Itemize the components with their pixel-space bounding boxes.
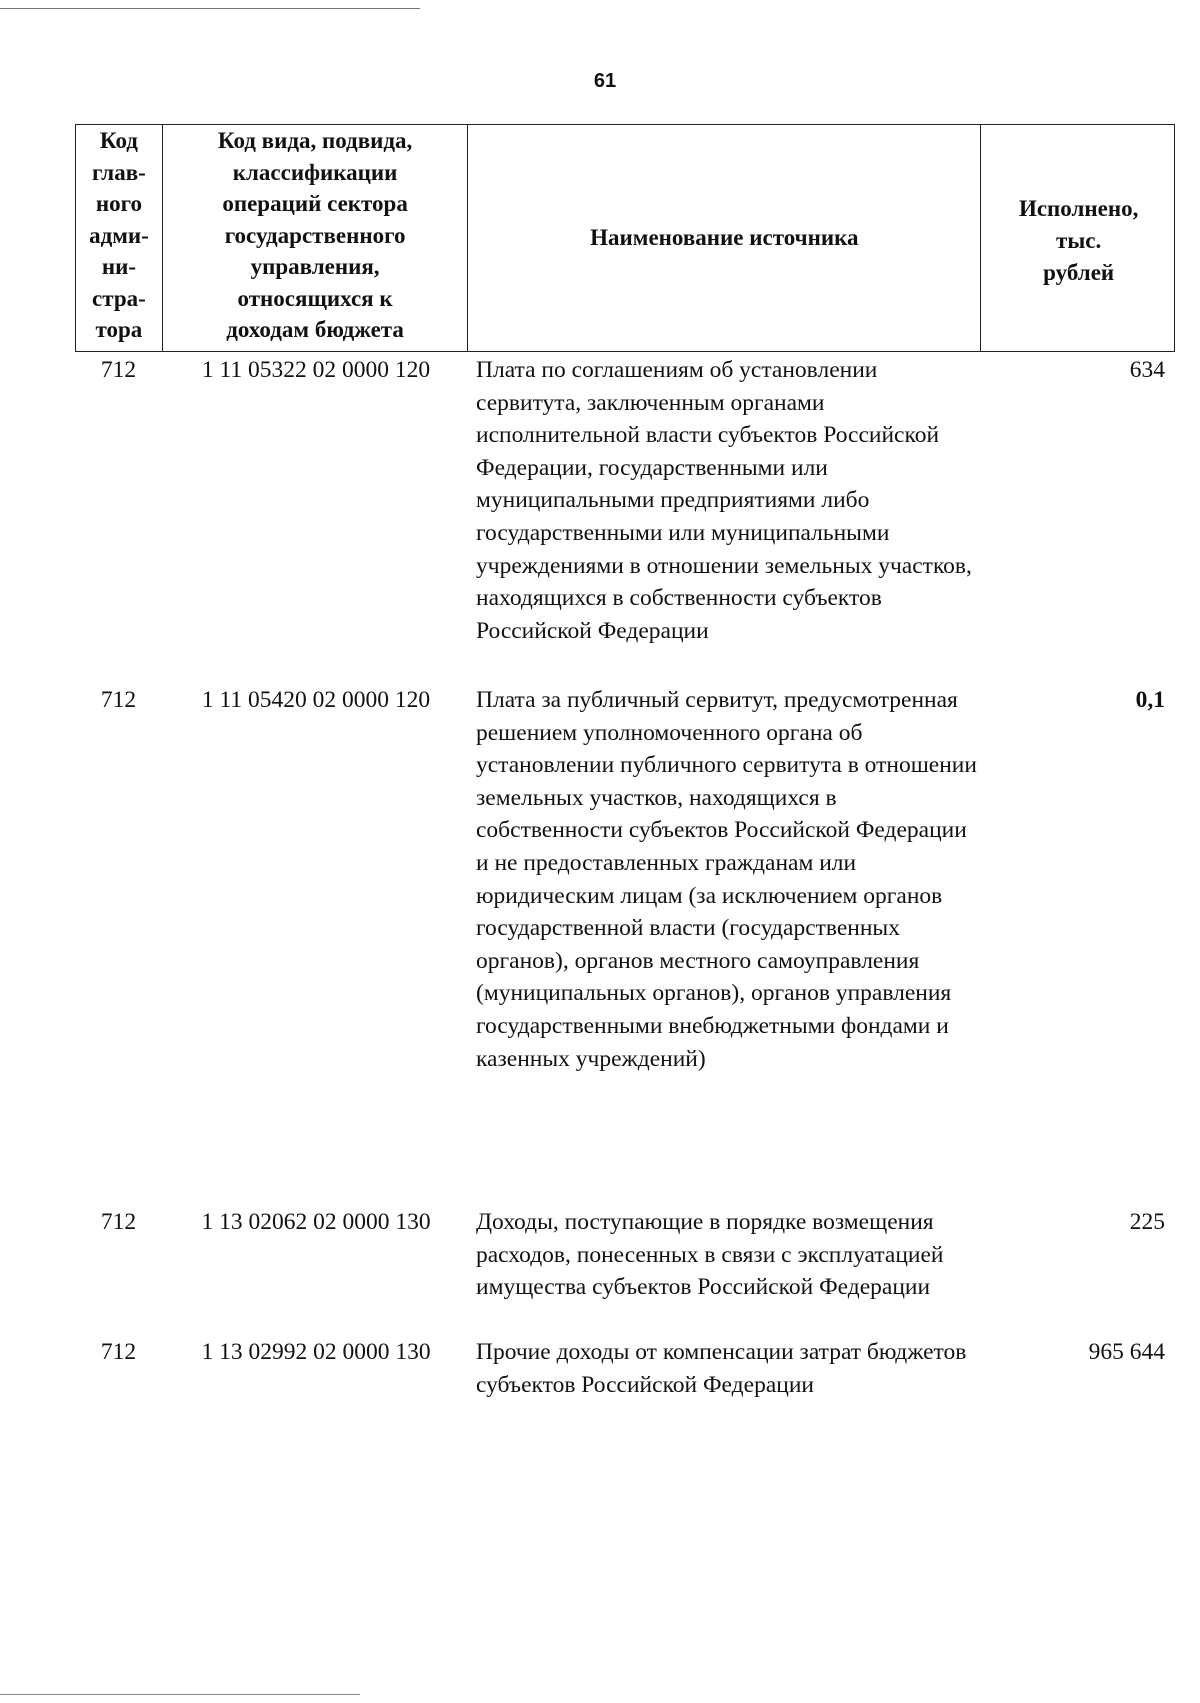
cell-code: 1 11 05420 02 0000 120 bbox=[201, 687, 431, 713]
page-number: 61 bbox=[593, 70, 617, 92]
table-row bbox=[75, 684, 1175, 1206]
cell-name: Плата за публичный сервитут, предусмотренная решением уполномоченного органа об установлении публичного сервитута в отношении земельных участков, находящихся в собственности субъектов Российской Федерации и не предоставленных гражданам или юридическим лицам (за исключением органов государственной власти (государственных органов), органов местного самоуправления (муниципальных органов), органов управления государственными внебюджетными фондами и казенных учреждений) bbox=[476, 687, 977, 1072]
cell-name: Доходы, поступающие в порядке возмещения расходов, понесенных в связи с эксплуатацией имущества субъектов Российской Федерации bbox=[476, 1209, 944, 1301]
cell-name: Плата по соглашениям об установлении сервитута, заключенным органами исполнительной власти субъектов Российской Федерации, государственными или муниципальными предприятиями либо государственными или муниципальными учреждениями в отношении земельных участков, находящихся в собственности субъектов Российской Федерации bbox=[476, 357, 972, 644]
cell-amount: 965 644 bbox=[1088, 1339, 1165, 1365]
cell-code: 1 13 02992 02 0000 130 bbox=[201, 1339, 431, 1365]
cell-code: 1 13 02062 02 0000 130 bbox=[201, 1209, 431, 1235]
scan-artifact-bottom bbox=[0, 1694, 360, 1695]
cell-amount: 0,1 bbox=[1135, 687, 1165, 713]
cell-name: Прочие доходы от компенсации затрат бюджетов субъектов Российской Федерации bbox=[476, 1339, 967, 1398]
table-header bbox=[75, 124, 1175, 352]
table-row bbox=[75, 354, 1175, 684]
cell-amount: 634 bbox=[1129, 357, 1165, 383]
header-admin-code: Код глав- ного адми- ни- стра- тора bbox=[76, 125, 163, 351]
cell-code: 1 11 05322 02 0000 120 bbox=[201, 357, 431, 383]
table-body bbox=[75, 354, 1175, 1436]
header-source-name: Наименование источника bbox=[468, 125, 981, 351]
cell-admin: 712 bbox=[100, 1339, 137, 1365]
cell-admin: 712 bbox=[100, 1209, 137, 1235]
cell-amount: 225 bbox=[1129, 1209, 1165, 1235]
cell-admin: 712 bbox=[100, 687, 137, 713]
header-type-code: Код вида, подвида, классификации операций сектора государственного управления, относящихся к доходам бюджета bbox=[163, 125, 468, 351]
header-executed: Исполнено, тыс. рублей bbox=[1018, 196, 1139, 285]
scan-artifact-top bbox=[0, 8, 420, 9]
table-row bbox=[75, 1206, 1175, 1336]
table-row bbox=[75, 1336, 1175, 1436]
cell-admin: 712 bbox=[100, 357, 137, 383]
